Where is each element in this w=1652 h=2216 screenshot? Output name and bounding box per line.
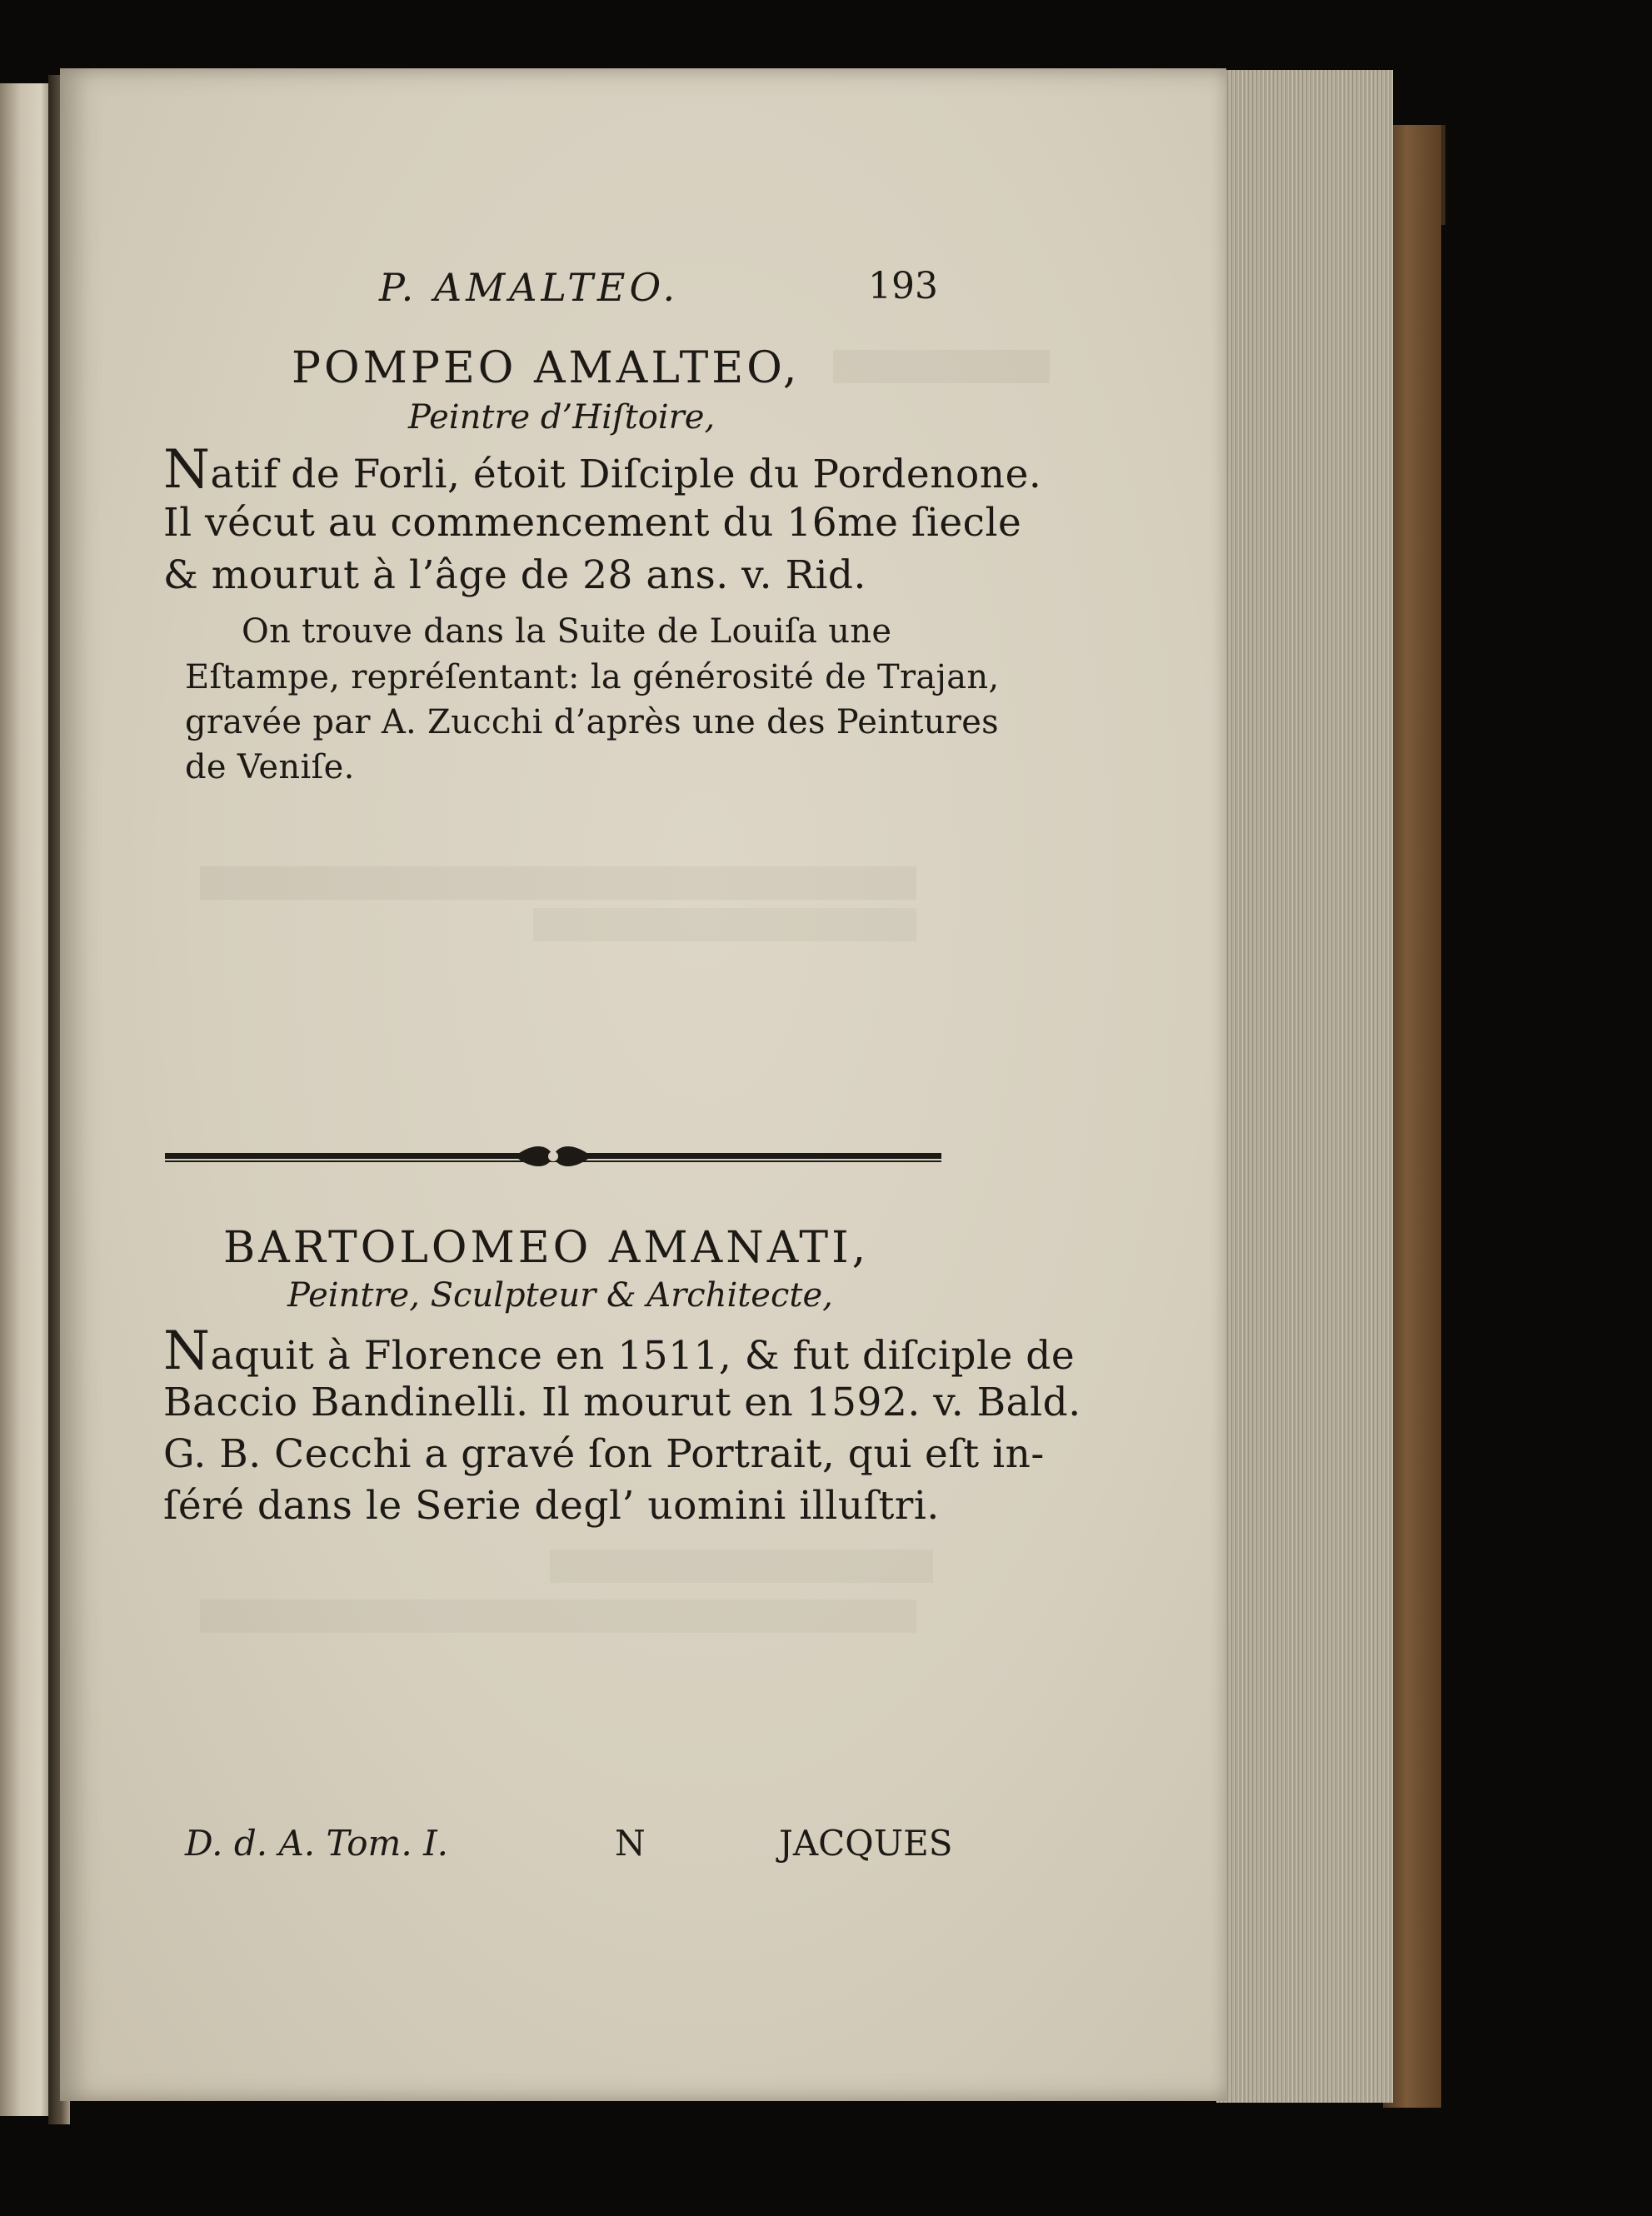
body-line: Baccio Bandinelli. Il mourut en 1592. v. Bald. <box>163 1380 1081 1425</box>
page-block-edges <box>1216 70 1393 2103</box>
note-line: de Veniſe. <box>185 748 355 786</box>
ornamental-rule <box>165 1141 941 1171</box>
body-text: aquit à Florence en 1511, & fut diſciple de <box>210 1333 1076 1379</box>
entry-name: POMPEO AMALTEO, <box>292 343 801 393</box>
note-line: gravée par A. Zucchi d’après une des Peintures <box>185 703 1000 741</box>
body-text: atif de Forli, étoit Diſciple du Pordenone. <box>210 452 1042 497</box>
catchword: JACQUES <box>779 1823 953 1864</box>
signature-label: D. d. A. Tom. I. <box>185 1823 449 1864</box>
note-line: Eſtampe, repréſentant: la générosité de Trajan, <box>185 658 1000 696</box>
entry-role: Peintre, Sculpteur & Architecte, <box>287 1276 833 1315</box>
body-line <box>163 1320 1076 1382</box>
body-line: G. B. Cecchi a gravé ſon Portrait, qui eſt in- <box>163 1431 1045 1477</box>
body-line: ſéré dans le Serie degl’ uomini illuſtri. <box>163 1483 940 1529</box>
bleed-through-mark <box>200 866 916 900</box>
bleed-through-mark <box>533 908 916 941</box>
bleed-through-mark <box>550 1550 933 1583</box>
bleed-through-mark <box>833 350 1050 383</box>
drop-cap: N <box>163 439 211 501</box>
running-head-title: P. AMALTEO. <box>379 265 680 310</box>
entry-role: Peintre d’Hiſtoire, <box>408 398 716 437</box>
entry-name: BARTOLOMEO AMANATI, <box>223 1223 870 1273</box>
note-line: On trouve dans la Suite de Louiſa une <box>242 612 892 651</box>
drop-cap: N <box>163 1320 211 1382</box>
signature-mark: N <box>615 1823 646 1864</box>
body-line: Il vécut au commencement du 16me ſiecle <box>163 500 1022 546</box>
body-line: & mourut à l’âge de 28 ans. v. Rid. <box>163 552 866 598</box>
bleed-through-mark <box>200 1600 916 1633</box>
body-line <box>163 439 1042 501</box>
page-number: 193 <box>868 265 938 307</box>
